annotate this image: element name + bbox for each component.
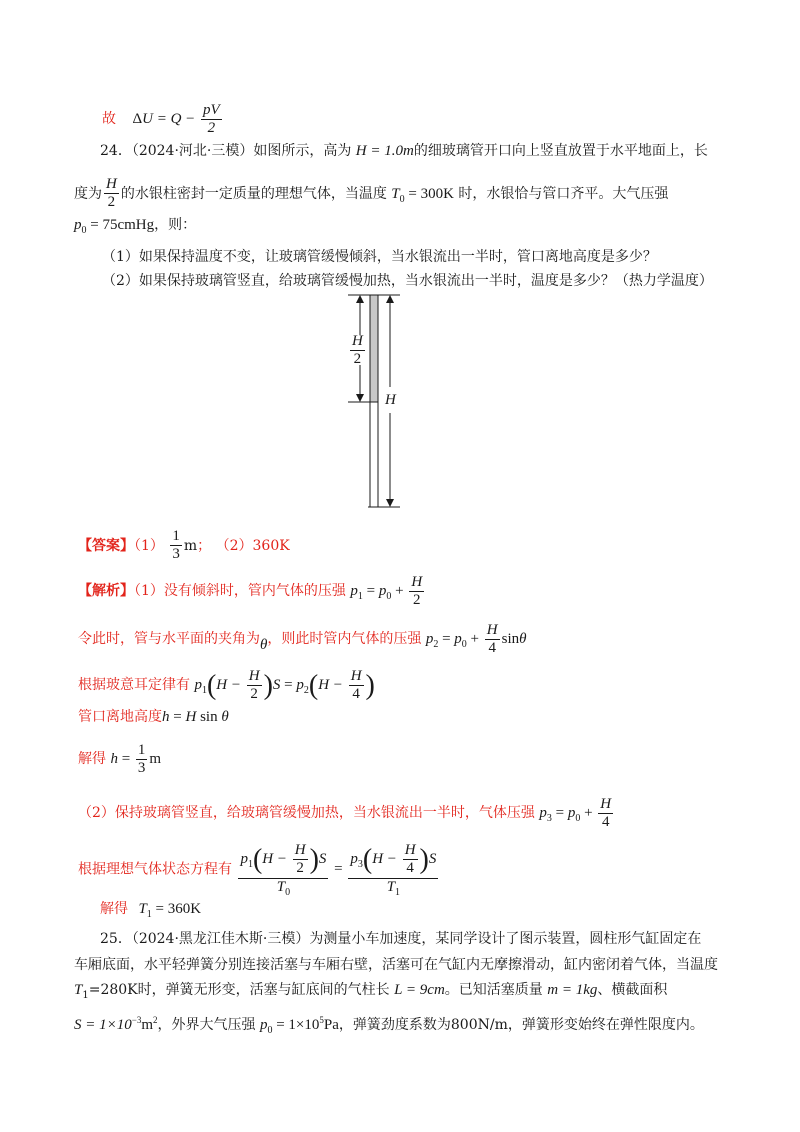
analysis-line7: 根据理想气体状态方程有 $p_1(H$ − $\frac{H}{2}$ )S $T_0$ = $p_3(H$ − $\frac{H}{4}$ )S $T_1$ xyxy=(78,842,440,898)
analysis-line3: 根据玻意耳定律有 $p_1(H$ − $\frac{H}{2}$ )$S = p_2(H$ − $\frac{H}{4}$ ) xyxy=(78,668,375,703)
piston-mass: m = 1kg xyxy=(547,982,598,998)
eq-h-result: h = $\frac{1}{3}$ m xyxy=(110,742,162,777)
analysis-line2: 令此时，管与水平面的夹角为θ，则此时管内气体的压强 $p_2 = p_0$ + $\frac{H}{4}$ sinθ xyxy=(78,622,527,657)
energy-equation: ΔU = Q − $\frac{pV}{2}$ xyxy=(132,102,220,137)
analysis-line6: （2）保持玻璃管竖直，给玻璃管缓慢加热，当水银流出一半时，气体压强 $p_3 = p_0$ + $\frac{H}{4}$ xyxy=(78,796,615,832)
answer1-fraction: $\frac{1}{3}$ xyxy=(172,528,180,563)
q25-line4: $S = 1\times 10^{-3}m^2$，外界大气压强 $p_0 = 1\times 10^5Pa$，弹簧劲度系数为800N/m，弹簧形变始终在弹性限度内。 xyxy=(74,1015,704,1036)
answer-tag: 【答案】 xyxy=(78,537,134,554)
eq-height: h = H sin θ xyxy=(162,709,229,725)
initial-temperature: $T_0 = 300K$ xyxy=(391,185,454,205)
tube-figure xyxy=(340,285,420,519)
analysis-line4: 管口离地高度h = H sin θ xyxy=(78,709,229,725)
q24-part2: （2）如果保持玻璃管竖直，给玻璃管缓慢加热，当水银流出一半时，温度是多少？（热力学温度） xyxy=(102,273,713,289)
mercury-column xyxy=(370,295,378,402)
eq-p2: $p_2 = p_0$ + $\frac{H}{4}$ sinθ xyxy=(425,622,527,657)
q24-source: 24．（2024·河北·三模） xyxy=(100,143,254,159)
height-value: H = 1.0m xyxy=(355,143,414,159)
analysis-tag: 【解析】 xyxy=(78,583,134,600)
q24-part1: （1）如果保持温度不变，让玻璃管缓慢倾斜，当水银流出一半时，管口离地高度是多少？ xyxy=(102,249,657,265)
label-h-over-2: $\frac{H}{2}$ xyxy=(352,333,363,368)
q24-line2: 度为 $\frac{H}{2}$ 的水银柱密封一定质量的理想气体，当温度 $T_0 = 300K$ 时，水银恰与管口齐平。大气压强 xyxy=(74,176,669,211)
angle-theta: θ xyxy=(260,637,268,654)
analysis-line1: 【解析】（1）没有倾斜时，管内气体的压强 $p_1 = p_0$ + $\frac{H}{2}$ xyxy=(78,574,426,610)
q25-line2: 车厢底面，水平轻弹簧分别连接活塞与车厢右壁，活塞可在气缸内无摩擦滑动，缸内密闭着气体，当温度 xyxy=(74,957,718,973)
q25-line3: $T_1=280K$时，弹簧无形变，活塞与缸底间的气柱长 L = 9cm。已知活塞质量 m = 1kg、横截面积 xyxy=(74,982,668,1001)
q25-line1: 25．（2024·黑龙江佳木斯·三模）为测量小车加速度，某同学设计了图示装置，圆柱形气缸固定在 xyxy=(100,931,702,947)
eq-p1: $p_1 = p_0$ + $\frac{H}{2}$ xyxy=(350,574,423,609)
eq-p3: $p_3 = p_0$ + $\frac{H}{4}$ xyxy=(539,796,612,831)
label-h: H xyxy=(385,392,396,408)
prev-conclusion xyxy=(102,102,224,138)
atmospheric-pressure: $p_0$ = 75cmHg xyxy=(74,217,155,236)
q24-line3: $p_0$ = 75cmHg，则： xyxy=(74,217,197,236)
analysis-line8: 解得 $T_1 = 360K$ xyxy=(100,901,202,920)
eq-t1: $T_1 = 360K$ xyxy=(138,901,202,920)
h-over-2: $\frac{H}{2}$ xyxy=(106,176,117,211)
pressure-p0: $p_0 = 1\times 10^5Pa$ xyxy=(259,1015,339,1036)
q24-line1: 24．（2024·河北·三模）如图所示，高为 H = 1.0m的细玻璃管开口向上竖直放置于水平地面上，长 xyxy=(100,143,708,159)
answer-line: 【答案】（1） $\frac{1}{3}$ m； （2）360K xyxy=(78,528,290,563)
length-l: L = 9cm xyxy=(394,982,445,998)
analysis-line5: 解得 h = $\frac{1}{3}$ m xyxy=(78,742,162,777)
gas-column xyxy=(370,402,378,507)
tube-diagram xyxy=(340,285,420,515)
eq-ideal-gas: $p_1(H$ − $\frac{H}{2}$ )S $T_0$ = $p_3(H$ − $\frac{H}{4}$ )S $T_1$ xyxy=(240,842,437,898)
area-s: $S = 1\times 10^{-3}m^2$ xyxy=(74,1015,158,1033)
conclusion-word: 故 xyxy=(102,111,116,128)
eq-boyle: $p_1(H$ − $\frac{H}{2}$ )$S = p_2(H$ − $\frac{H}{4}$ ) xyxy=(194,668,375,703)
